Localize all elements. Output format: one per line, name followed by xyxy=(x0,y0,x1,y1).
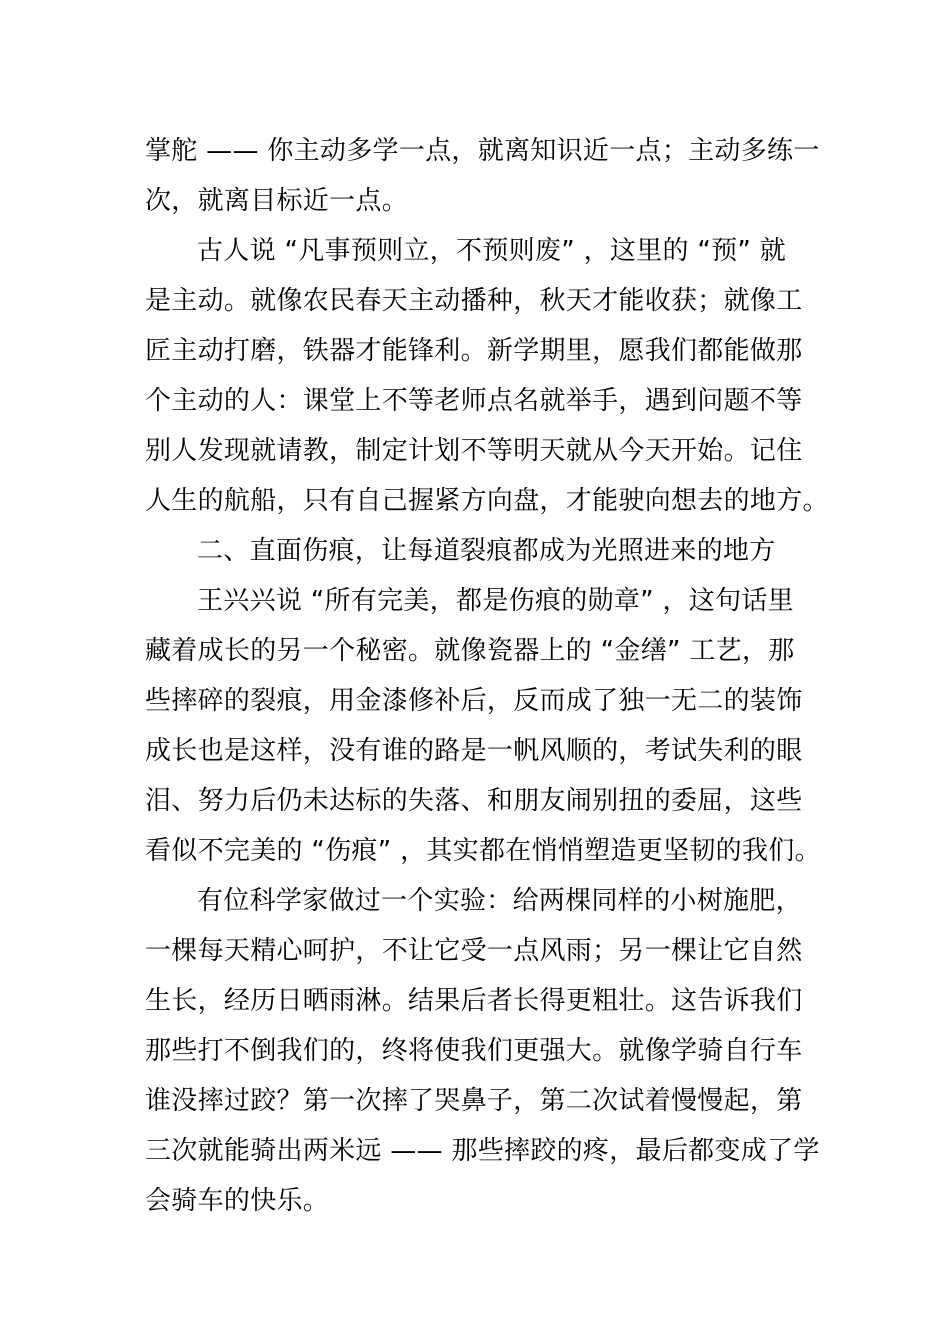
text-line: 成长也是这样，没有谁的路是一帆风顺的，考试失利的眼 xyxy=(145,736,803,766)
text-line: 是主动。就像农民春天主动播种，秋天才能收获；就像工 xyxy=(145,286,803,316)
text-line: 泪、努力后仍未达标的失落、和朋友闹别扭的委屈，这些 xyxy=(145,786,803,816)
text-line: 些摔碎的裂痕，用金漆修补后，反而成了独一无二的装饰 xyxy=(145,686,803,716)
text-line: 次，就离目标近一点。 xyxy=(145,186,409,216)
section-heading: 二、直面伤痕，让每道裂痕都成为光照进来的地方 xyxy=(197,536,776,566)
text-line: 三次就能骑出两米远 —— 那些摔跤的疼，最后都变成了学 xyxy=(145,1136,820,1166)
paragraph-start-line: 王兴兴说 “所有完美，都是伤痕的勋章” ，这句话里 xyxy=(197,586,794,616)
paragraph-start-line: 有位科学家做过一个实验：给两棵同样的小树施肥， xyxy=(197,886,802,916)
text-line: 生长，经历日晒雨淋。结果后者长得更粗壮。这告诉我们 xyxy=(145,986,803,1016)
text-line: 人生的航船，只有自己握紧方向盘，才能驶向想去的地方。 xyxy=(145,486,829,516)
text-line: 藏着成长的另一个秘密。就像瓷器上的 “金缮” 工艺，那 xyxy=(145,636,795,666)
document-body xyxy=(145,126,829,1226)
paragraph-start-line: 古人说 “凡事预则立，不预则废” ，这里的 “预” 就 xyxy=(197,236,787,266)
text-line: 别人发现就请教，制定计划不等明天就从今天开始。记住 xyxy=(145,436,803,466)
text-line: 那些打不倒我们的，终将使我们更强大。就像学骑自行车 xyxy=(145,1036,803,1066)
text-line: 匠主动打磨，铁器才能锋利。新学期里，愿我们都能做那 xyxy=(145,336,803,366)
text-line: 看似不完美的 “伤痕” ，其实都在悄悄塑造更坚韧的我们。 xyxy=(145,836,821,866)
text-line: 个主动的人：课堂上不等老师点名就举手，遇到问题不等 xyxy=(145,386,803,416)
text-line: 谁没摔过跤？第一次摔了哭鼻子，第二次试着慢慢起，第 xyxy=(145,1086,803,1116)
text-line: 掌舵 —— 你主动多学一点，就离知识近一点；主动多练一 xyxy=(145,136,820,166)
text-line: 一棵每天精心呵护，不让它受一点风雨；另一棵让它自然 xyxy=(145,936,803,966)
text-line: 会骑车的快乐。 xyxy=(145,1186,330,1216)
